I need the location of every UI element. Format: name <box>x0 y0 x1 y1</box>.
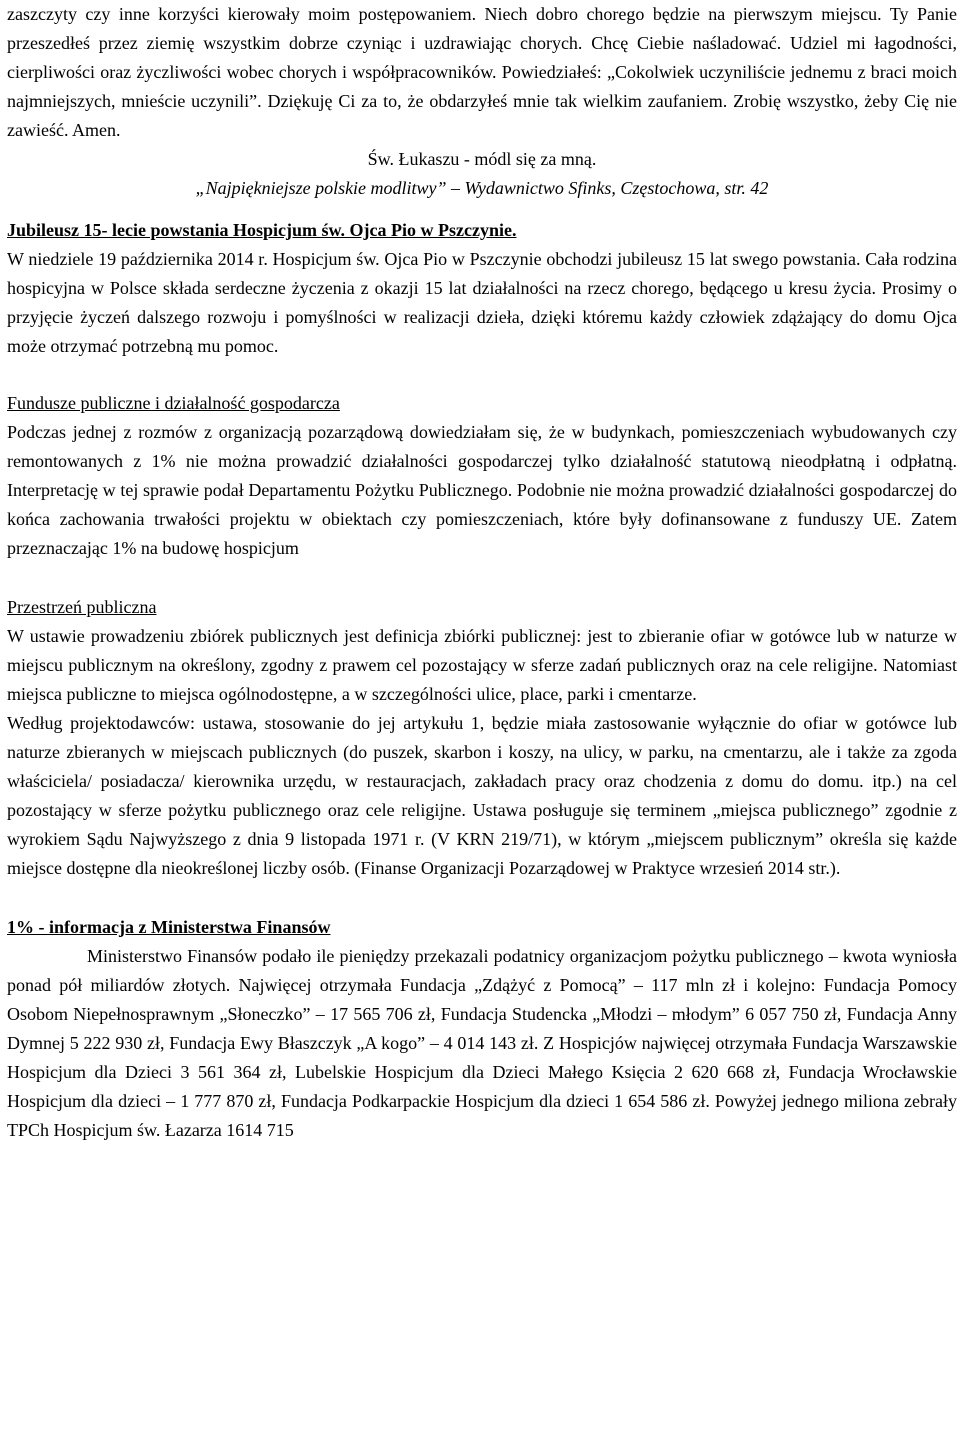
spacer <box>7 883 957 913</box>
public-space-body-2: Według projektodawców: ustawa, stosowanie do jej artykułu 1, będzie miała zastosowanie wyłącznie do ofiar w gotówce lub naturze zbieranych w miejscach publicznych (do puszek, skarbon i koszy, na ulicy, w parku, na cmentarzu, ale i także za zgoda właściciela/ posiadacza/ kierownika urzędu, w restauracjach, zakładach pracy oraz chodzenia z domu do domu. itp.) na cel pozostający w sferze pożytku publicznego oraz cele religijne. Ustawa posługuje się terminem „miejsca publicznego” zgodnie z wyrokiem Sądu Najwyższego z dnia 9 listopada 1971 r. (V KRN 219/71), w którym „miejscem publicznym” określa się każde miejsce dostępne dla nieokreślonej liczby osób. (Finanse Organizacji Pozarządowej w Praktyce wrzesień 2014 str.). <box>7 713 957 878</box>
public-space-section <box>7 593 957 883</box>
funds-heading: Fundusze publiczne i działalność gospodarcza <box>7 393 340 413</box>
jubilee-heading: Jubileusz 15- lecie powstania Hospicjum św. Ojca Pio w Pszczynie. <box>7 220 517 240</box>
prayer-section <box>7 0 957 203</box>
document-page <box>7 0 957 1145</box>
funds-section <box>7 389 957 563</box>
spacer <box>7 361 957 389</box>
public-space-heading: Przestrzeń publiczna <box>7 597 157 617</box>
public-space-body-1: W ustawie prowadzeniu zbiórek publicznych jest definicja zbiórki publicznej: jest to zbieranie ofiar w gotówce lub w naturze w miejscu publicznym na określony, zgodny z prawem cel pozostający w sferze zadań publicznych oraz na cele religijne. Natomiast miejsca publiczne to miejsca ogólnodostępne, a w szczególności ulice, place, parki i cmentarze. <box>7 626 957 704</box>
spacer <box>7 563 957 593</box>
spacer <box>7 203 957 216</box>
prayer-text: zaszczyty czy inne korzyści kierowały moim postępowaniem. Niech dobro chorego będzie na pierwszym miejscu. Ty Panie przeszedłeś przez ziemię wszystkim dobrze czyniąc i uzdrawiając chorych. Chcę Ciebie naśladować. Udziel mi łagodności, cierpliwości oraz życzliwości wobec chorych i współpracowników. Powiedziałeś: „Cokolwiek uczyniliście jednemu z braci moich najmniejszych, mnieście uczynili”. Dziękuję Ci za to, że obdarzyłeś mnie tak wielkim zaufaniem. Zrobię wszystko, żeby Cię nie zawieść. Amen. <box>7 4 957 140</box>
ministry-section <box>7 913 957 1145</box>
prayer-closing: Św. Łukaszu - módl się za mną. <box>367 149 597 169</box>
ministry-body: Ministerstwo Finansów podało ile pieniędzy przekazali podatnicy organizacjom pożytku publicznego – kwota wyniosła ponad pół miliardów złotych. Najwięcej otrzymała Fundacja „Zdążyć z Pomocą” – 117 mln zł i kolejno: Fundacja Pomocy Osobom Niepełnosprawnym „Słoneczko” – 17 565 706 zł, Fundacja Studencka „Młodzi – młodym” 6 057 750 zł, Fundacja Anny Dymnej 5 222 930 zł, Fundacja Ewy Błaszczyk „A kogo” – 4 014 143 zł. Z Hospicjów najwięcej otrzymała Fundacja Warszawskie Hospicjum dla Dzieci 3 561 364 zł, Lubelskie Hospicjum dla Dzieci Małego Księcia 2 620 668 zł, Fundacja Wrocławskie Hospicjum dla dzieci – 1 777 870 zł, Fundacja Podkarpackie Hospicjum dla dzieci 1 654 586 zł. Powyżej jednego miliona zebrały TPCh Hospicjum św. Łazarza 1614 715 <box>7 946 957 1140</box>
funds-body: Podczas jednej z rozmów z organizacją pozarządową dowiedziałam się, że w budynkach, pomieszczeniach wybudowanych czy remontowanych z 1% nie można prowadzić działalności gospodarczej tylko działalność statutową nieodpłatną i odpłatną. Interpretację w tej sprawie podał Departamentu Pożytku Publicznego. Podobnie nie można prowadzić działalności gospodarczej do końca zachowania trwałości projektu w obiektach czy pomieszczeniach, które były dofinansowane z funduszy UE. Zatem przeznaczając 1% na budowę hospicjum <box>7 422 957 558</box>
prayer-source: „Najpiękniejsze polskie modlitwy” – Wydawnictwo Sfinks, Częstochowa, str. 42 <box>195 178 769 198</box>
jubilee-body: W niedziele 19 października 2014 r. Hospicjum św. Ojca Pio w Pszczynie obchodzi jubileusz 15 lat swego powstania. Cała rodzina hospicyjna w Polsce składa serdeczne życzenia z okazji 15 lat działalności na rzecz chorego, będącego u kresu życia. Prosimy o przyjęcie życzeń dalszego rozwoju i pomyślności w realizacji dzieła, dzięki któremu każdy człowiek zdążający do domu Ojca może otrzymać potrzebną mu pomoc. <box>7 249 957 356</box>
jubilee-section <box>7 216 957 361</box>
ministry-heading: 1% - informacja z Ministerstwa Finansów <box>7 917 331 937</box>
